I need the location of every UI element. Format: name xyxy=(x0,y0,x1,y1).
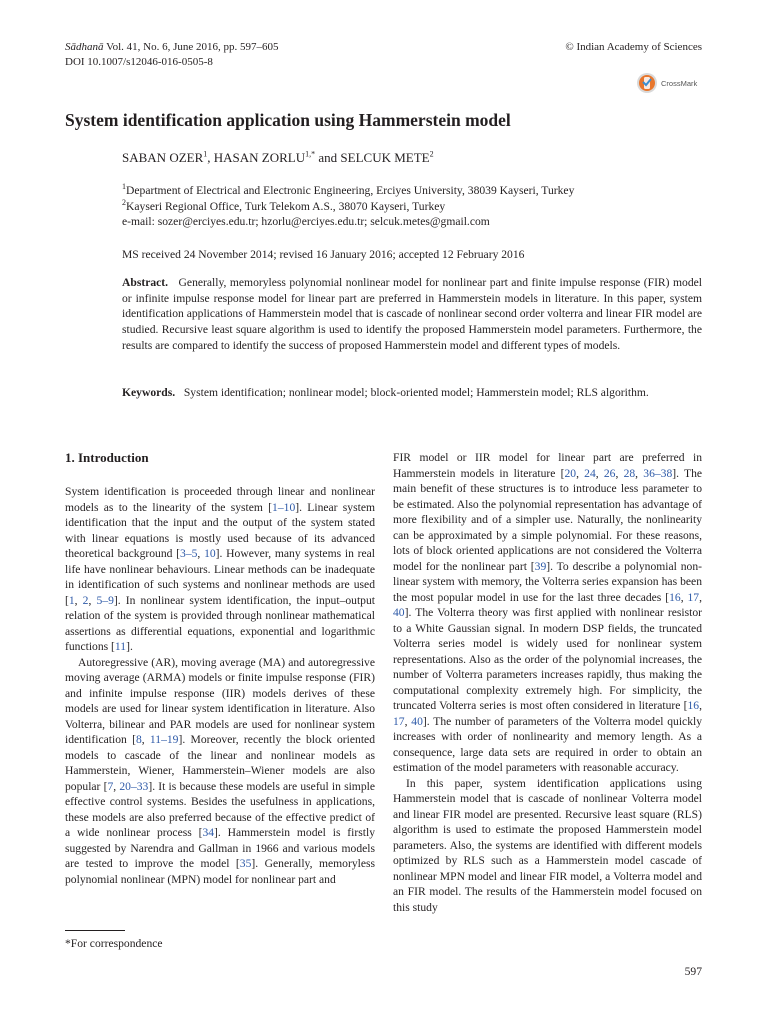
citation-link[interactable]: 16 xyxy=(669,590,681,604)
text-run: , xyxy=(635,466,644,480)
text-run: ]. Moreover, recently the block oriented models to cascade of the linear and nonlinear models as Hammerstein, Wiener, Hammerstein–Wiener models are also popular [ xyxy=(65,733,375,793)
citation-link[interactable]: 17 xyxy=(393,714,405,728)
journal-volume: Vol. 41, No. 6, June 2016, pp. 597–605 xyxy=(106,41,279,53)
author-zorlu-affil: 1,* xyxy=(305,149,316,159)
citation-link[interactable]: 36–38 xyxy=(643,466,673,480)
intro-paragraph-2 xyxy=(65,655,375,888)
text-run: , xyxy=(88,593,97,607)
text-run: ]. It is because these models are useful in simple effective control systems. Besides the usefulness in applications, these models are also preferred because of the effective predict of a wide nonlinear process [ xyxy=(65,779,375,839)
crossmark[interactable] xyxy=(636,70,706,96)
text-run: , xyxy=(141,733,150,746)
text-run: , xyxy=(699,590,702,604)
author-zorlu: HASAN ZORLU xyxy=(213,150,306,165)
keywords-text: System identification; nonlinear model; block-oriented model; Hammerstein model; RLS algorithm. xyxy=(183,386,649,399)
citation-link[interactable]: 28 xyxy=(623,466,636,480)
text-run: , xyxy=(197,547,205,560)
abstract xyxy=(122,275,702,354)
citation-link[interactable]: 39 xyxy=(534,559,547,573)
affiliation-1-num: 1 xyxy=(122,182,126,192)
text-run: Autoregressive (AR), moving average (MA) and autoregressive moving average (ARMA) models or finite impulse response (FIR) and infinite impulse response (IIR) models derives of these models are used for linear system identification in literature. Also Volterra, bilinear and PAR models are used for nonlinear system identification [ xyxy=(65,655,375,746)
author-mete-affil: 2 xyxy=(429,149,434,159)
citation-link[interactable]: 16 xyxy=(687,699,700,712)
section-heading-introduction: 1. Introduction xyxy=(65,450,149,465)
text-run: , xyxy=(113,779,120,793)
abstract-label: Abstract. xyxy=(122,276,169,289)
keywords xyxy=(122,385,702,401)
citation-link[interactable]: 8 xyxy=(135,733,142,746)
text-run: , xyxy=(615,466,624,480)
text-run: , xyxy=(74,593,83,607)
affiliation-1 xyxy=(122,183,574,199)
citation-link[interactable]: 11 xyxy=(114,640,127,653)
footnote: *For correspondence xyxy=(65,937,163,950)
received-dates: MS received 24 November 2014; revised 16 January 2016; accepted 12 February 2016 xyxy=(122,248,525,261)
text-run: , xyxy=(595,466,604,480)
text-run: ]. xyxy=(126,640,133,653)
left-column xyxy=(65,484,375,887)
citation-link[interactable]: 1 xyxy=(68,593,75,607)
author-ozer: SABAN OZER xyxy=(122,150,204,165)
text-run: , xyxy=(576,466,585,480)
intro-paragraph-3 xyxy=(393,450,702,776)
keywords-label: Keywords. xyxy=(122,386,176,399)
citation-link[interactable]: 34 xyxy=(202,826,215,839)
citation-link[interactable]: 17 xyxy=(687,590,700,604)
affiliation-2-text: Kayseri Regional Office, Turk Telekom A.S., 38070 Kayseri, Turkey xyxy=(126,199,446,213)
citation-link[interactable]: 3–5 xyxy=(180,547,198,560)
citation-link[interactable]: 20–33 xyxy=(119,779,149,793)
affiliation-1-text: Department of Electrical and Electronic Engineering, Erciyes University, 38039 Kayseri, Turkey xyxy=(126,184,575,197)
journal-citation xyxy=(65,39,279,55)
text-run: , xyxy=(699,699,702,712)
citation-link[interactable]: 5–9 xyxy=(96,593,114,607)
author-sep-1: , xyxy=(207,150,214,165)
citation-link[interactable]: 24 xyxy=(584,466,596,480)
author-sep-2: and xyxy=(315,150,341,165)
intro-paragraph-1 xyxy=(65,484,375,655)
text-run: ]. To describe a polynomial non-linear system with memory, the Volterra series expansion has been the most popular model in use for the last three decades [ xyxy=(393,559,702,604)
citation-link[interactable]: 35 xyxy=(239,857,252,870)
text-run: ]. The number of parameters of the Volterra model quickly increases with order of nonlinearity and memory length. As a consequence, large data sets are required in order to obtain an estimation of the model parameters with reasonable accuracy. xyxy=(393,714,703,774)
doi[interactable]: DOI 10.1007/s12046-016-0505-8 xyxy=(65,56,213,68)
right-column xyxy=(393,450,702,915)
abstract-text: Generally, memoryless polynomial nonlinear model for nonlinear part and finite impulse response (FIR) model or infinite impulse response model for linear part are preferred in Hammerstein models in literature. In this paper, system identification applications of Hammerstein model that is cascade of nonlinear second order volterra and linear FIR model are studied. Recursive least square algorithm is used to identify the proposed Hammerstein model parameters. Furthermore, the results are compared to identify the success of proposed Hammerstein model and different types of models. xyxy=(122,276,703,352)
article-title: System identification application using Hammerstein model xyxy=(65,110,511,130)
citation-link[interactable]: 20 xyxy=(564,466,577,480)
text-run: , xyxy=(680,590,688,604)
text-run: ]. Hammerstein model is firstly suggested by Narendra and Gallman in 1966 and various models are tested to improve the model [ xyxy=(65,826,375,870)
citation-link[interactable]: 10 xyxy=(204,547,216,560)
citation-link[interactable]: 1–10 xyxy=(272,500,296,514)
text-run: ]. The Volterra theory was first applied with nonlinear resistor to a White Gaussian signal. In modern DSP fields, the truncated Volterra series model is widely used for nonlinear system representations. Also as the order of the polynomial increases, the number of Volterra parameters increases rapidly, thus making the computational complexity extremely high. For simplicity, the truncated Volterra series is most often considered in literature [ xyxy=(393,606,702,712)
footnote-divider xyxy=(65,930,125,931)
affiliation-2-num: 2 xyxy=(122,197,126,207)
author-list xyxy=(122,150,434,166)
email-line[interactable]: e-mail: sozer@erciyes.edu.tr; hzorlu@erciyes.edu.tr; selcuk.metes@gmail.com xyxy=(122,215,490,228)
text-run: ]. In nonlinear system identification, the input–output relation of the system is provided through nonlinear mathematical assertions as differential equations, exponential and logarithmic functions [ xyxy=(65,593,375,653)
text-run: System identification is proceeded through linear and nonlinear models as to the linearity of the system [ xyxy=(65,485,375,514)
text-run: ]. Linear system identification that the input and the output of the system stated with linear equations is mostly used because of its advanced theoretical background [ xyxy=(65,500,375,560)
page-number: 597 xyxy=(684,965,702,978)
author-ozer-affil: 1 xyxy=(203,149,208,159)
author-mete: SELCUK METE xyxy=(340,150,430,165)
text-run: , xyxy=(404,714,412,728)
intro-paragraph-4: In this paper, system identification applications using Hammerstein model that is cascade of nonlinear Volterra model and linear FIR model are presented. Recursive least square (RLS) algorithm is used to estimate the proposed Hammerstein model parameters. Also, the systems are identified with different models optimized by RLS such as a Hammerstein model cascade of nonlinear MPN model and linear FIR model, a Volterra model and an FIR model. The results of the Hammerstein model focused on this study xyxy=(393,776,702,914)
text-run: ]. Generally, memoryless polynomial nonlinear (MPN) model for nonlinear part and xyxy=(65,857,376,886)
citation-link[interactable]: 26 xyxy=(603,466,616,480)
affiliations xyxy=(122,183,574,230)
citation-link[interactable]: 40 xyxy=(411,714,423,728)
crossmark-label: CrossMark xyxy=(661,79,698,88)
text-run: FIR model or IIR model for linear part are preferred in Hammerstein models in literature [ xyxy=(393,451,702,480)
citation-link[interactable]: 40 xyxy=(393,606,405,619)
text-run: ]. However, many systems in real life have nonlinear behaviours. Linear methods can be inadequate in identification of such systems and nonlinear methods are used [ xyxy=(65,547,376,607)
citation-link[interactable]: 2 xyxy=(82,593,89,607)
journal-name: Sādhanā xyxy=(65,41,104,53)
citation-link[interactable]: 7 xyxy=(107,779,114,793)
text-run: ]. The main benefit of these structures is to introduce less parameter to be estimated. Also the polynomial representation has advantage of more flexibility and of a simpler use. Naturally, the nonlinearity can be approximated by a simple polynomial. For these reasons, lots of block oriented applications are not considered the Volterra model for the nonlinear part [ xyxy=(393,466,703,573)
publisher-copyright: © Indian Academy of Sciences xyxy=(565,41,702,53)
citation-link[interactable]: 11–19 xyxy=(149,733,179,746)
affiliation-2 xyxy=(122,199,574,215)
crossmark-badge-icon xyxy=(636,72,658,94)
